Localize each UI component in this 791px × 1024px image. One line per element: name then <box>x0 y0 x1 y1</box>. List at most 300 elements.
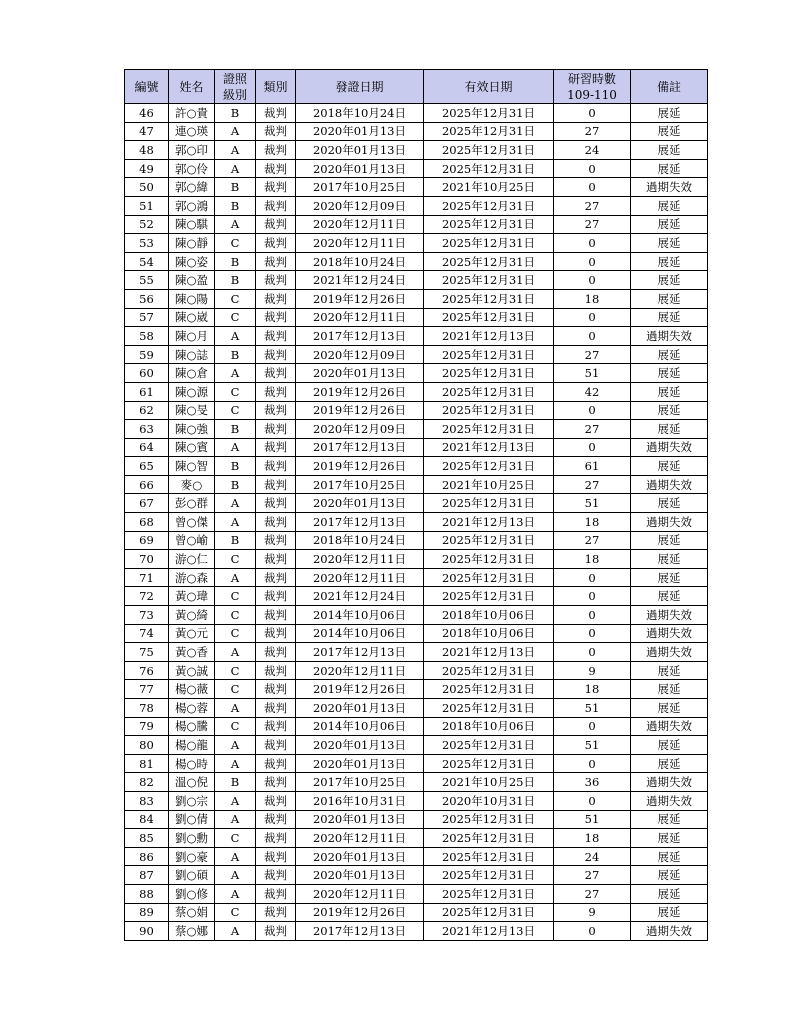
header-training-hours <box>554 70 631 104</box>
cell-name: 曾○崳 <box>169 531 215 550</box>
cell-issue-date: 2017年12月13日 <box>296 438 424 457</box>
cell-issue-date: 2018年10月24日 <box>296 104 424 123</box>
cell-name: 陳○源 <box>169 382 215 401</box>
table-row <box>125 754 708 773</box>
cell-valid-date: 2025年12月31日 <box>424 587 554 606</box>
cell-license-level: A <box>215 847 256 866</box>
table-row <box>125 661 708 680</box>
cell-issue-date: 2014年10月06日 <box>296 717 424 736</box>
cell-no: 53 <box>125 234 169 253</box>
cell-note: 過期失效 <box>631 513 708 532</box>
table-row <box>125 810 708 829</box>
cell-note: 展延 <box>631 847 708 866</box>
cell-category: 裁判 <box>256 568 296 587</box>
cell-note: 展延 <box>631 587 708 606</box>
cell-category: 裁判 <box>256 810 296 829</box>
cell-training-hours: 0 <box>554 401 631 420</box>
cell-no: 46 <box>125 104 169 123</box>
cell-no: 86 <box>125 847 169 866</box>
cell-name: 陳○靜 <box>169 234 215 253</box>
cell-issue-date: 2020年12月11日 <box>296 829 424 848</box>
table-row <box>125 494 708 513</box>
cell-issue-date: 2018年10月24日 <box>296 252 424 271</box>
cell-name: 楊○蓉 <box>169 699 215 718</box>
cell-license-level: B <box>215 345 256 364</box>
cell-no: 90 <box>125 922 169 941</box>
cell-training-hours: 51 <box>554 699 631 718</box>
cell-note: 展延 <box>631 252 708 271</box>
cell-note: 展延 <box>631 345 708 364</box>
cell-valid-date: 2025年12月31日 <box>424 866 554 885</box>
cell-valid-date: 2025年12月31日 <box>424 159 554 178</box>
cell-no: 56 <box>125 289 169 308</box>
cell-training-hours: 51 <box>554 364 631 383</box>
cell-training-hours: 0 <box>554 104 631 123</box>
cell-valid-date: 2025年12月31日 <box>424 903 554 922</box>
cell-training-hours: 9 <box>554 661 631 680</box>
cell-no: 50 <box>125 178 169 197</box>
referee-roster-table <box>124 69 708 941</box>
cell-training-hours: 27 <box>554 531 631 550</box>
cell-note: 展延 <box>631 680 708 699</box>
cell-license-level: C <box>215 587 256 606</box>
cell-category: 裁判 <box>256 327 296 346</box>
cell-valid-date: 2021年12月13日 <box>424 643 554 662</box>
cell-license-level: C <box>215 680 256 699</box>
table-row <box>125 159 708 178</box>
cell-category: 裁判 <box>256 736 296 755</box>
cell-note: 展延 <box>631 215 708 234</box>
cell-training-hours: 0 <box>554 717 631 736</box>
cell-category: 裁判 <box>256 643 296 662</box>
cell-name: 黃○元 <box>169 624 215 643</box>
table-row <box>125 178 708 197</box>
cell-category: 裁判 <box>256 922 296 941</box>
cell-name: 麥○ <box>169 475 215 494</box>
cell-name: 劉○倩 <box>169 810 215 829</box>
cell-no: 49 <box>125 159 169 178</box>
cell-issue-date: 2020年12月09日 <box>296 345 424 364</box>
table-row <box>125 234 708 253</box>
cell-category: 裁判 <box>256 438 296 457</box>
cell-training-hours: 0 <box>554 234 631 253</box>
cell-issue-date: 2020年01月13日 <box>296 810 424 829</box>
table-row <box>125 568 708 587</box>
cell-name: 彭○群 <box>169 494 215 513</box>
table-row <box>125 550 708 569</box>
header-valid-date: 有效日期 <box>424 70 554 104</box>
cell-training-hours: 42 <box>554 382 631 401</box>
cell-no: 71 <box>125 568 169 587</box>
cell-no: 60 <box>125 364 169 383</box>
cell-issue-date: 2021年12月24日 <box>296 587 424 606</box>
cell-training-hours: 18 <box>554 829 631 848</box>
cell-category: 裁判 <box>256 364 296 383</box>
cell-note: 展延 <box>631 271 708 290</box>
cell-issue-date: 2020年12月11日 <box>296 308 424 327</box>
cell-license-level: A <box>215 327 256 346</box>
cell-no: 79 <box>125 717 169 736</box>
cell-note: 展延 <box>631 104 708 123</box>
cell-category: 裁判 <box>256 457 296 476</box>
cell-valid-date: 2025年12月31日 <box>424 699 554 718</box>
cell-name: 楊○騰 <box>169 717 215 736</box>
cell-name: 陳○智 <box>169 457 215 476</box>
cell-name: 郭○鴻 <box>169 196 215 215</box>
cell-no: 65 <box>125 457 169 476</box>
table-row <box>125 252 708 271</box>
cell-training-hours: 18 <box>554 513 631 532</box>
cell-category: 裁判 <box>256 661 296 680</box>
cell-license-level: A <box>215 513 256 532</box>
cell-valid-date: 2018年10月06日 <box>424 606 554 625</box>
cell-training-hours: 18 <box>554 550 631 569</box>
cell-note: 展延 <box>631 903 708 922</box>
cell-category: 裁判 <box>256 234 296 253</box>
cell-name: 陳○盈 <box>169 271 215 290</box>
cell-no: 66 <box>125 475 169 494</box>
cell-training-hours: 0 <box>554 643 631 662</box>
cell-category: 裁判 <box>256 401 296 420</box>
cell-valid-date: 2025年12月31日 <box>424 680 554 699</box>
cell-valid-date: 2025年12月31日 <box>424 494 554 513</box>
table-row <box>125 438 708 457</box>
table-row <box>125 122 708 141</box>
cell-training-hours: 0 <box>554 438 631 457</box>
cell-license-level: A <box>215 643 256 662</box>
table-row <box>125 903 708 922</box>
cell-category: 裁判 <box>256 141 296 160</box>
cell-license-level: A <box>215 922 256 941</box>
cell-valid-date: 2018年10月06日 <box>424 624 554 643</box>
cell-category: 裁判 <box>256 382 296 401</box>
cell-name: 溫○倪 <box>169 773 215 792</box>
cell-note: 過期失效 <box>631 717 708 736</box>
cell-valid-date: 2025年12月31日 <box>424 141 554 160</box>
cell-note: 展延 <box>631 550 708 569</box>
cell-training-hours: 51 <box>554 810 631 829</box>
cell-category: 裁判 <box>256 196 296 215</box>
table-row <box>125 104 708 123</box>
cell-category: 裁判 <box>256 420 296 439</box>
cell-license-level: A <box>215 122 256 141</box>
cell-license-level: C <box>215 606 256 625</box>
table-row <box>125 847 708 866</box>
cell-name: 郭○緯 <box>169 178 215 197</box>
cell-note: 展延 <box>631 196 708 215</box>
cell-note: 展延 <box>631 810 708 829</box>
cell-no: 87 <box>125 866 169 885</box>
table-row <box>125 791 708 810</box>
table-row <box>125 271 708 290</box>
cell-name: 劉○修 <box>169 884 215 903</box>
cell-valid-date: 2021年10月25日 <box>424 773 554 792</box>
header-name: 姓名 <box>169 70 215 104</box>
cell-issue-date: 2017年10月25日 <box>296 773 424 792</box>
cell-note: 展延 <box>631 420 708 439</box>
cell-category: 裁判 <box>256 773 296 792</box>
table-row <box>125 922 708 941</box>
cell-training-hours: 18 <box>554 289 631 308</box>
cell-note: 展延 <box>631 308 708 327</box>
header-issue-date: 發證日期 <box>296 70 424 104</box>
cell-valid-date: 2025年12月31日 <box>424 345 554 364</box>
cell-category: 裁判 <box>256 606 296 625</box>
cell-name: 曾○傑 <box>169 513 215 532</box>
header-license-level <box>215 70 256 104</box>
cell-no: 77 <box>125 680 169 699</box>
cell-issue-date: 2020年01月13日 <box>296 866 424 885</box>
cell-valid-date: 2025年12月31日 <box>424 736 554 755</box>
cell-no: 73 <box>125 606 169 625</box>
table-row <box>125 699 708 718</box>
cell-issue-date: 2017年12月13日 <box>296 643 424 662</box>
cell-valid-date: 2025年12月31日 <box>424 104 554 123</box>
table-row <box>125 457 708 476</box>
cell-license-level: C <box>215 661 256 680</box>
cell-note: 展延 <box>631 122 708 141</box>
cell-no: 51 <box>125 196 169 215</box>
cell-training-hours: 0 <box>554 327 631 346</box>
cell-valid-date: 2021年10月25日 <box>424 475 554 494</box>
cell-license-level: C <box>215 550 256 569</box>
cell-name: 陳○崴 <box>169 308 215 327</box>
cell-license-level: C <box>215 289 256 308</box>
cell-name: 蔡○娜 <box>169 922 215 941</box>
cell-valid-date: 2025年12月31日 <box>424 215 554 234</box>
header-row <box>125 70 708 104</box>
cell-note: 展延 <box>631 457 708 476</box>
cell-name: 陳○誌 <box>169 345 215 364</box>
table-row <box>125 420 708 439</box>
cell-category: 裁判 <box>256 345 296 364</box>
cell-note: 過期失效 <box>631 475 708 494</box>
cell-training-hours: 0 <box>554 308 631 327</box>
table-row <box>125 364 708 383</box>
cell-category: 裁判 <box>256 884 296 903</box>
cell-no: 78 <box>125 699 169 718</box>
cell-category: 裁判 <box>256 847 296 866</box>
cell-name: 陳○騏 <box>169 215 215 234</box>
cell-training-hours: 0 <box>554 178 631 197</box>
table-row <box>125 289 708 308</box>
table-row <box>125 327 708 346</box>
header-no: 編號 <box>125 70 169 104</box>
table-row <box>125 717 708 736</box>
cell-license-level: A <box>215 438 256 457</box>
cell-category: 裁判 <box>256 513 296 532</box>
table-row <box>125 345 708 364</box>
cell-training-hours: 9 <box>554 903 631 922</box>
cell-note: 過期失效 <box>631 438 708 457</box>
cell-name: 陳○旻 <box>169 401 215 420</box>
cell-valid-date: 2021年10月25日 <box>424 178 554 197</box>
cell-issue-date: 2020年01月13日 <box>296 122 424 141</box>
table-row <box>125 736 708 755</box>
cell-license-level: B <box>215 104 256 123</box>
cell-note: 展延 <box>631 382 708 401</box>
cell-license-level: B <box>215 773 256 792</box>
cell-issue-date: 2020年12月09日 <box>296 420 424 439</box>
cell-no: 88 <box>125 884 169 903</box>
cell-training-hours: 0 <box>554 754 631 773</box>
cell-no: 74 <box>125 624 169 643</box>
cell-note: 過期失效 <box>631 327 708 346</box>
cell-note: 過期失效 <box>631 624 708 643</box>
cell-valid-date: 2025年12月31日 <box>424 401 554 420</box>
table-row <box>125 773 708 792</box>
table-row <box>125 587 708 606</box>
cell-no: 47 <box>125 122 169 141</box>
cell-license-level: C <box>215 717 256 736</box>
cell-name: 黃○香 <box>169 643 215 662</box>
cell-training-hours: 27 <box>554 345 631 364</box>
cell-no: 70 <box>125 550 169 569</box>
cell-issue-date: 2017年12月13日 <box>296 922 424 941</box>
cell-no: 82 <box>125 773 169 792</box>
cell-license-level: A <box>215 364 256 383</box>
cell-training-hours: 0 <box>554 587 631 606</box>
cell-training-hours: 27 <box>554 196 631 215</box>
cell-license-level: A <box>215 791 256 810</box>
cell-issue-date: 2019年12月26日 <box>296 903 424 922</box>
cell-category: 裁判 <box>256 494 296 513</box>
cell-note: 展延 <box>631 531 708 550</box>
cell-issue-date: 2017年10月25日 <box>296 475 424 494</box>
cell-license-level: B <box>215 196 256 215</box>
cell-license-level: A <box>215 810 256 829</box>
cell-issue-date: 2017年12月13日 <box>296 327 424 346</box>
cell-name: 游○仁 <box>169 550 215 569</box>
table-row <box>125 624 708 643</box>
cell-no: 61 <box>125 382 169 401</box>
cell-license-level: A <box>215 754 256 773</box>
cell-name: 郭○印 <box>169 141 215 160</box>
cell-issue-date: 2020年12月11日 <box>296 884 424 903</box>
cell-license-level: C <box>215 234 256 253</box>
cell-no: 72 <box>125 587 169 606</box>
cell-category: 裁判 <box>256 178 296 197</box>
cell-category: 裁判 <box>256 587 296 606</box>
cell-training-hours: 0 <box>554 624 631 643</box>
cell-no: 76 <box>125 661 169 680</box>
cell-issue-date: 2020年12月11日 <box>296 215 424 234</box>
cell-valid-date: 2025年12月31日 <box>424 234 554 253</box>
cell-license-level: C <box>215 624 256 643</box>
table-row <box>125 196 708 215</box>
cell-issue-date: 2020年01月13日 <box>296 494 424 513</box>
cell-note: 過期失效 <box>631 791 708 810</box>
cell-license-level: C <box>215 903 256 922</box>
header-level-line1: 證照 <box>222 71 247 86</box>
cell-issue-date: 2017年12月13日 <box>296 513 424 532</box>
table-row <box>125 141 708 160</box>
cell-issue-date: 2019年12月26日 <box>296 680 424 699</box>
cell-license-level: C <box>215 829 256 848</box>
cell-license-level: A <box>215 141 256 160</box>
cell-no: 69 <box>125 531 169 550</box>
cell-valid-date: 2025年12月31日 <box>424 457 554 476</box>
table-body <box>125 104 708 941</box>
table-row <box>125 531 708 550</box>
cell-name: 楊○時 <box>169 754 215 773</box>
cell-no: 58 <box>125 327 169 346</box>
cell-name: 黃○綺 <box>169 606 215 625</box>
cell-issue-date: 2020年01月13日 <box>296 364 424 383</box>
cell-category: 裁判 <box>256 531 296 550</box>
cell-training-hours: 0 <box>554 791 631 810</box>
cell-license-level: B <box>215 252 256 271</box>
cell-note: 過期失效 <box>631 178 708 197</box>
cell-training-hours: 0 <box>554 606 631 625</box>
cell-issue-date: 2020年12月11日 <box>296 234 424 253</box>
cell-valid-date: 2025年12月31日 <box>424 122 554 141</box>
cell-valid-date: 2025年12月31日 <box>424 847 554 866</box>
cell-no: 85 <box>125 829 169 848</box>
cell-no: 62 <box>125 401 169 420</box>
cell-category: 裁判 <box>256 475 296 494</box>
cell-license-level: B <box>215 420 256 439</box>
cell-category: 裁判 <box>256 829 296 848</box>
cell-note: 展延 <box>631 289 708 308</box>
cell-no: 48 <box>125 141 169 160</box>
table-header <box>125 70 708 104</box>
cell-training-hours: 24 <box>554 847 631 866</box>
cell-valid-date: 2021年12月13日 <box>424 922 554 941</box>
cell-valid-date: 2025年12月31日 <box>424 382 554 401</box>
cell-valid-date: 2025年12月31日 <box>424 420 554 439</box>
cell-no: 55 <box>125 271 169 290</box>
cell-name: 蔡○娟 <box>169 903 215 922</box>
cell-issue-date: 2014年10月06日 <box>296 624 424 643</box>
cell-no: 83 <box>125 791 169 810</box>
cell-valid-date: 2025年12月31日 <box>424 829 554 848</box>
cell-valid-date: 2021年12月13日 <box>424 513 554 532</box>
cell-category: 裁判 <box>256 104 296 123</box>
cell-name: 黃○誠 <box>169 661 215 680</box>
cell-category: 裁判 <box>256 624 296 643</box>
cell-training-hours: 0 <box>554 271 631 290</box>
table-row <box>125 215 708 234</box>
cell-license-level: B <box>215 178 256 197</box>
cell-issue-date: 2018年10月24日 <box>296 531 424 550</box>
table-row <box>125 829 708 848</box>
cell-training-hours: 0 <box>554 922 631 941</box>
cell-category: 裁判 <box>256 699 296 718</box>
cell-note: 展延 <box>631 141 708 160</box>
cell-issue-date: 2019年12月26日 <box>296 382 424 401</box>
cell-license-level: A <box>215 159 256 178</box>
cell-name: 劉○勳 <box>169 829 215 848</box>
cell-license-level: A <box>215 866 256 885</box>
table-row <box>125 643 708 662</box>
cell-category: 裁判 <box>256 289 296 308</box>
cell-no: 64 <box>125 438 169 457</box>
cell-name: 楊○薇 <box>169 680 215 699</box>
cell-valid-date: 2025年12月31日 <box>424 308 554 327</box>
cell-no: 68 <box>125 513 169 532</box>
cell-license-level: C <box>215 401 256 420</box>
cell-valid-date: 2021年12月13日 <box>424 438 554 457</box>
cell-category: 裁判 <box>256 122 296 141</box>
cell-issue-date: 2020年01月13日 <box>296 847 424 866</box>
header-hours-line1: 研習時數 <box>567 71 616 86</box>
cell-name: 劉○碩 <box>169 866 215 885</box>
cell-note: 展延 <box>631 401 708 420</box>
cell-training-hours: 27 <box>554 420 631 439</box>
cell-note: 展延 <box>631 661 708 680</box>
table-row <box>125 513 708 532</box>
